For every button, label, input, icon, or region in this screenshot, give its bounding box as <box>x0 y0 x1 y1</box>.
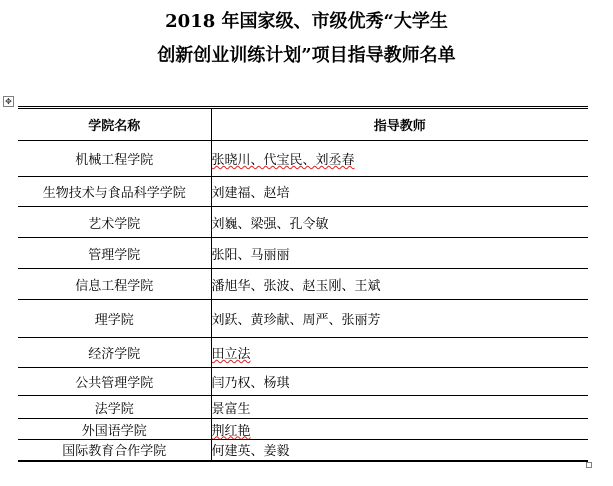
advisor-names: 闫乃权、杨琪 <box>211 376 290 391</box>
table-row <box>18 141 588 177</box>
table-row <box>18 396 588 419</box>
advisor-names: 张阳、马丽丽 <box>211 247 290 263</box>
document-title-line-2: 创新创业训练计划”项目指导教师名单 <box>157 45 456 66</box>
college-name: 管理学院 <box>18 238 211 269</box>
college-name: 生物技术与食品科学学院 <box>18 177 211 207</box>
advisor-names <box>211 419 588 440</box>
advisor-names <box>211 338 588 368</box>
advisor-names <box>211 141 588 177</box>
table-row <box>18 440 588 461</box>
college-name: 外国语学院 <box>18 419 211 440</box>
move-handle-icon[interactable]: ✥ <box>3 96 14 107</box>
advisor-names: 刘巍、梁强、孔令敏 <box>211 216 329 232</box>
advisor-names-text: 张晓川、代宝民、刘丞春 <box>211 153 355 168</box>
table-row <box>18 338 588 368</box>
advisor-table <box>18 106 588 462</box>
college-name: 国际教育合作学院 <box>18 440 211 461</box>
advisor-names: 潘旭华、张波、赵玉刚、王斌 <box>211 278 381 294</box>
table-row <box>18 300 588 338</box>
advisor-names-text: 荆红艳 <box>211 423 251 439</box>
table-row <box>18 177 588 207</box>
advisor-names: 刘建福、赵培 <box>211 186 290 201</box>
college-name: 艺术学院 <box>18 207 211 238</box>
table-row <box>18 269 588 300</box>
table-header-row <box>18 108 588 141</box>
college-name: 法学院 <box>18 396 211 419</box>
college-name: 机械工程学院 <box>18 141 211 177</box>
header-advisors: 指导教师 <box>373 119 426 134</box>
college-name: 公共管理学院 <box>18 368 211 396</box>
table-row <box>18 368 588 396</box>
college-name: 信息工程学院 <box>18 269 211 300</box>
advisor-names-text: 田立法 <box>211 347 251 362</box>
table-row <box>18 419 588 440</box>
table-row <box>18 207 588 238</box>
advisor-names: 景富生 <box>211 401 251 417</box>
header-college: 学院名称 <box>18 108 211 141</box>
table-row <box>18 238 588 269</box>
document-title-line-1: 2018 年国家级、市级优秀“大学生 <box>165 11 448 32</box>
college-name: 理学院 <box>18 300 211 338</box>
college-name: 经济学院 <box>18 338 211 368</box>
advisor-names: 刘跃、黄珍献、周严、张丽芳 <box>211 313 381 328</box>
advisor-names: 何建英、姜毅 <box>211 444 290 460</box>
end-mark-icon <box>586 462 592 468</box>
